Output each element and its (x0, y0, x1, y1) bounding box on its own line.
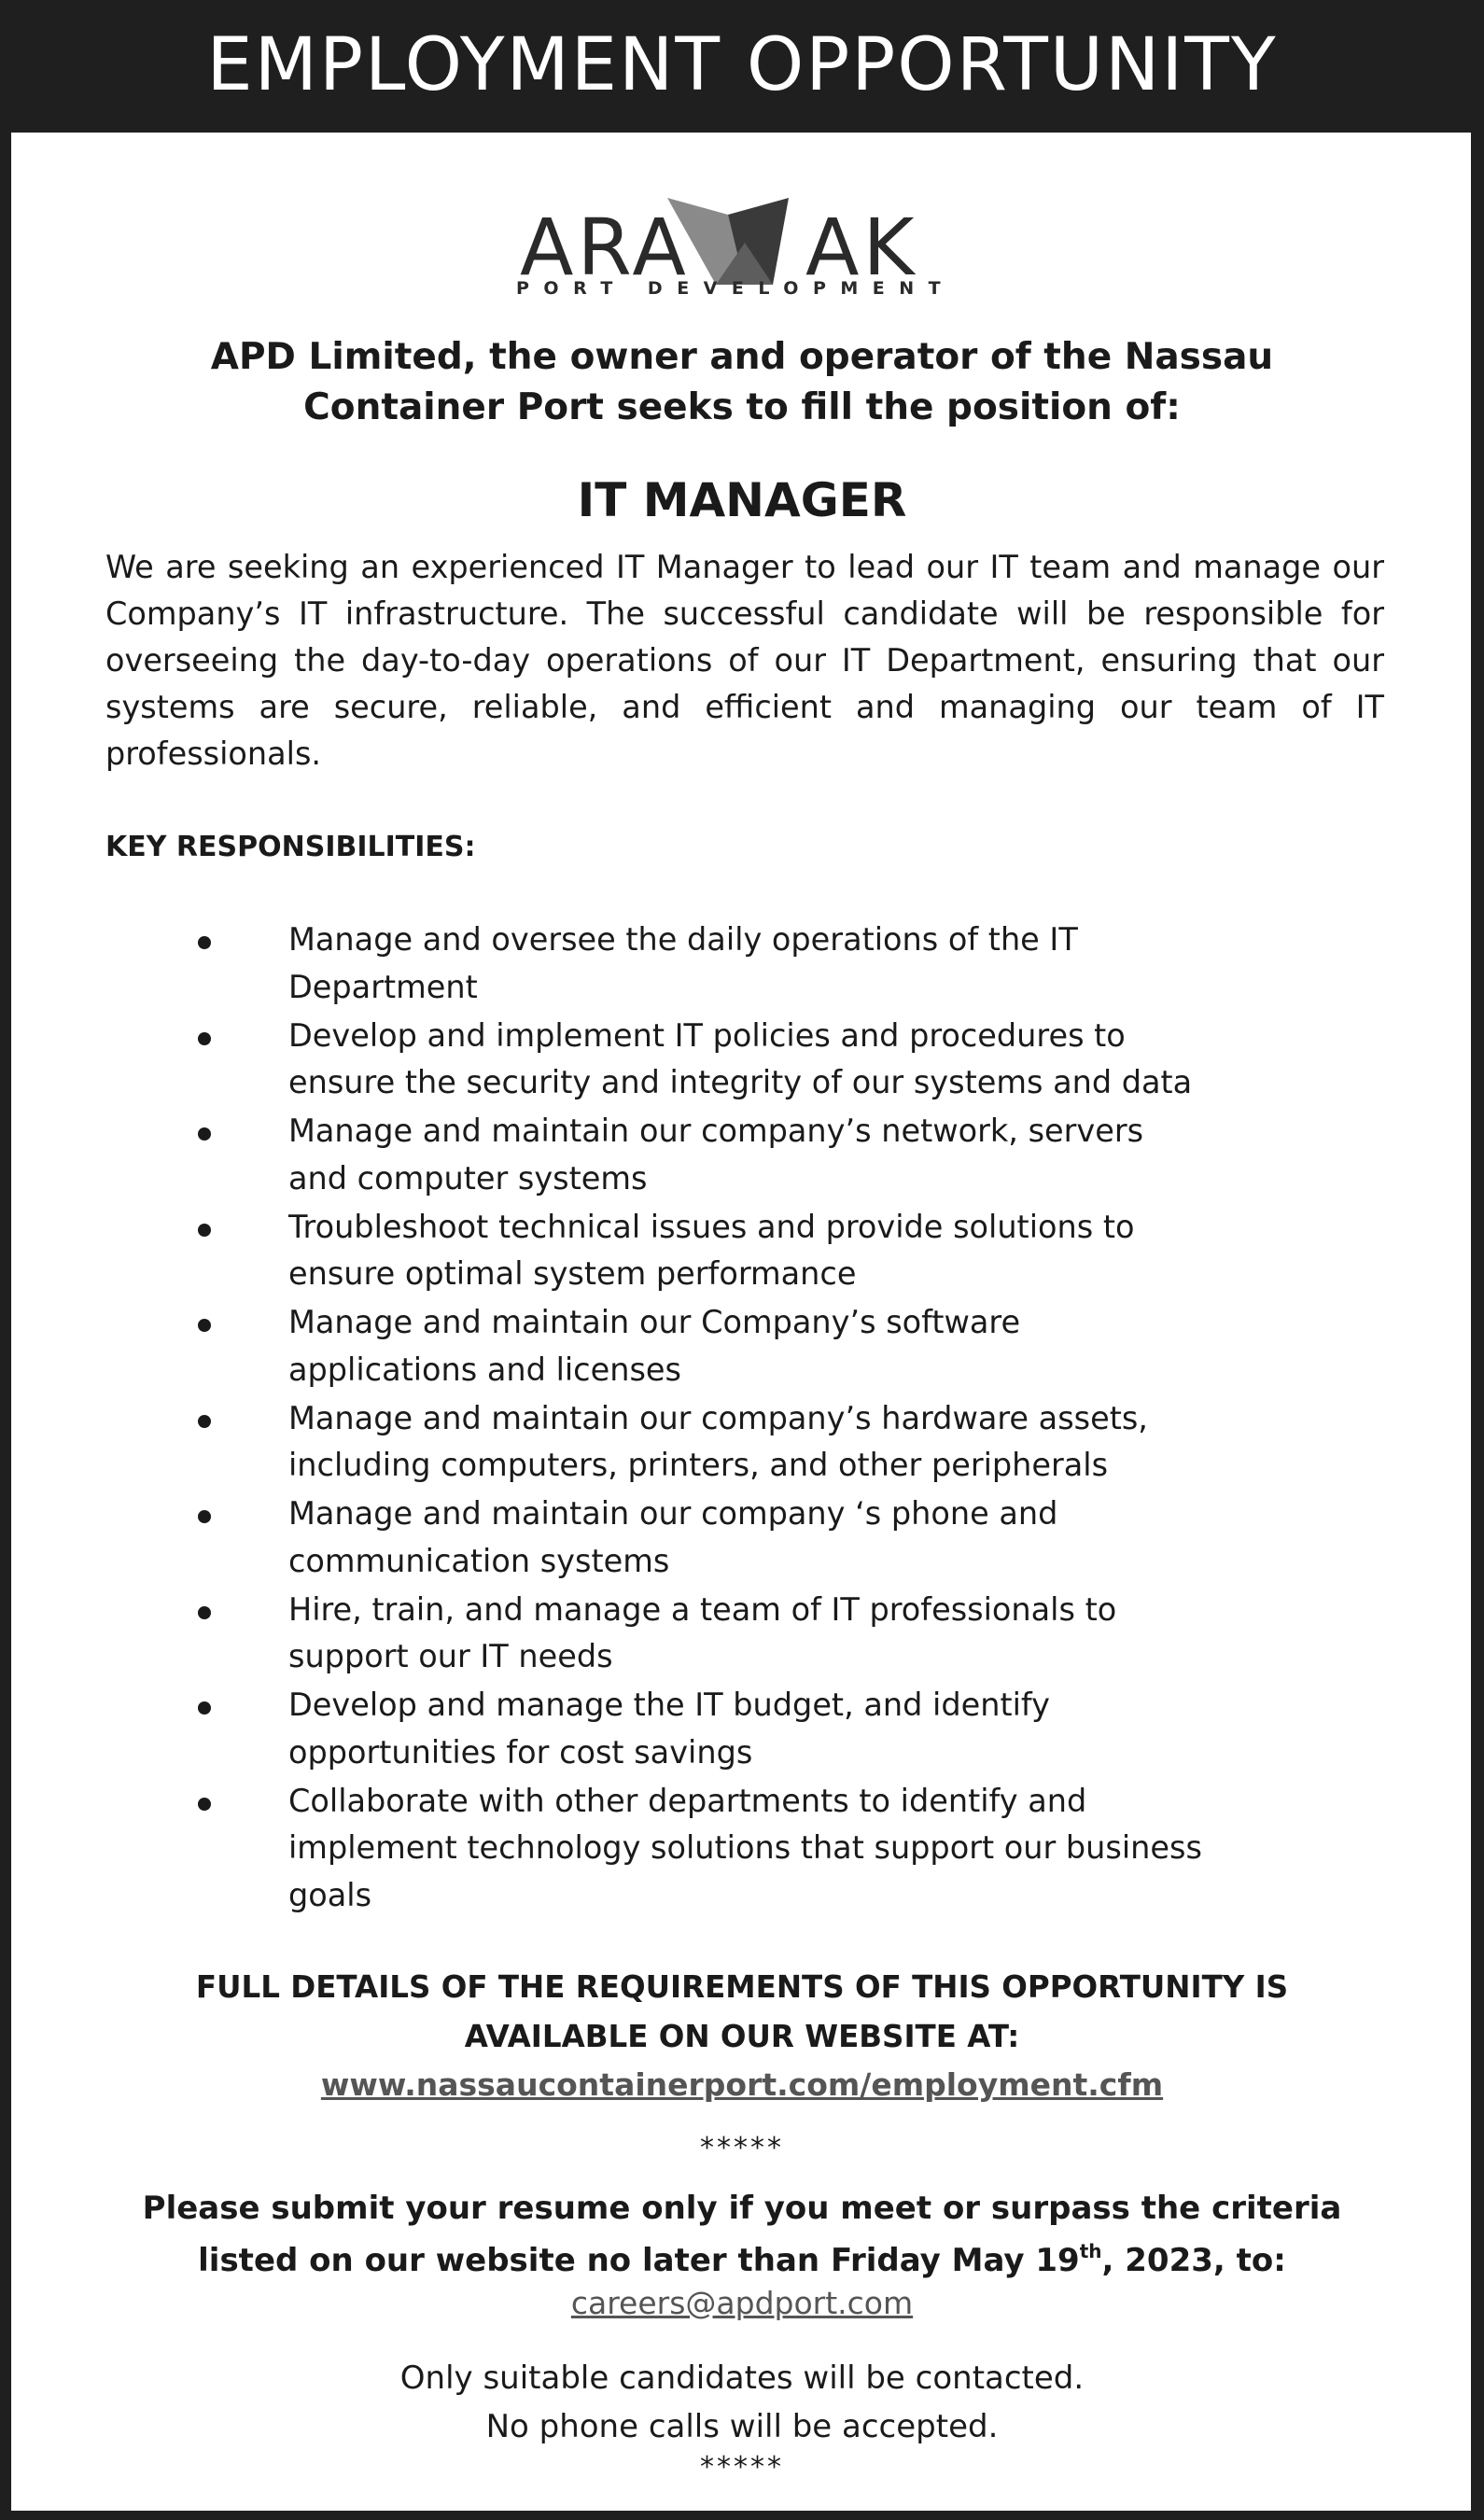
list-item: Develop and implement IT policies and procedures to ensure the security and integrity of our systems and data (0, 1013, 1380, 1107)
full-details-line-2: AVAILABLE ON OUR WEBSITE AT: (464, 2019, 1020, 2054)
key-responsibilities-heading: KEY RESPONSIBILITIES: (105, 831, 476, 863)
submit-line-2: listed on our website no later than Friday May 19th, 2023, to: (198, 2240, 1286, 2279)
list-item: Manage and maintain our Company’s software applications and licenses (0, 1299, 1380, 1393)
separator-stars-bottom: ***** (700, 2451, 784, 2484)
submission-instructions (93, 2182, 1391, 2287)
list-item: Hire, train, and manage a team of IT professionals to support our IT needs (0, 1587, 1380, 1681)
company-logo (509, 177, 975, 317)
bullet-icon (198, 1606, 211, 1619)
intro-line-1: APD Limited, the owner and operator of the Nassau (210, 336, 1274, 378)
bullet-icon (198, 1224, 211, 1237)
website-link[interactable]: www.nassaucontainerport.com/employment.cfm (320, 2066, 1164, 2103)
list-item: Manage and maintain our company’s hardware assets, including computers, printers, and other peripherals (0, 1395, 1380, 1490)
closing-line-2: No phone calls will be accepted. (485, 2408, 999, 2445)
bullet-icon (198, 1319, 211, 1332)
position-title: IT MANAGER (577, 473, 907, 527)
bullet-icon (198, 1510, 211, 1523)
banner-title: EMPLOYMENT OPPORTUNITY (206, 23, 1278, 107)
intro-line-2: Container Port seeks to fill the position of: (303, 386, 1181, 428)
email-link[interactable]: careers@apdport.com (570, 2285, 914, 2321)
logo-word-right: AK (805, 202, 918, 293)
bullet-icon (198, 936, 211, 949)
list-item: Manage and oversee the daily operations of the IT Department (0, 917, 1380, 1011)
list-item: Develop and manage the IT budget, and identify opportunities for cost savings (0, 1682, 1380, 1776)
list-item: Troubleshoot technical issues and provide solutions to ensure optimal system performance (0, 1204, 1380, 1298)
bullet-icon (198, 1127, 211, 1141)
job-description: We are seeking an experienced IT Manager to lead our IT team and manage our Company’s IT infrastructure. The successful candidate will be responsible for overseeing the day-to-day operations of our IT Department, ensuring that our systems are secure, reliable, and efficient and managing our team of IT professionals. (105, 549, 1384, 772)
list-item: Collaborate with other departments to identify and implement technology solutions that support our business goals (0, 1778, 1380, 1920)
bullet-icon (198, 1415, 211, 1428)
list-item: Manage and maintain our company’s network, servers and computer systems (0, 1108, 1380, 1202)
bullet-icon (198, 1798, 211, 1811)
logo-tagline: PORT DEVELOPMENT (516, 278, 956, 299)
responsibilities-list (0, 917, 1484, 1921)
logo-word-left: ARA (520, 202, 690, 293)
closing-notice (93, 2354, 1391, 2451)
bullet-icon (198, 1701, 211, 1715)
separator-stars: ***** (700, 2132, 784, 2164)
full-details-notice (93, 1963, 1391, 2062)
closing-line-1: Only suitable candidates will be contacted. (399, 2359, 1085, 2397)
list-item: Manage and maintain our company ‘s phone and communication systems (0, 1491, 1380, 1585)
intro-text (93, 332, 1391, 433)
bullet-icon (198, 1032, 211, 1045)
header-banner (0, 0, 1484, 133)
submit-line-1: Please submit your resume only if you meet or surpass the criteria (142, 2190, 1342, 2227)
full-details-line-1: FULL DETAILS OF THE REQUIREMENTS OF THIS OPPORTUNITY IS (195, 1969, 1289, 2005)
